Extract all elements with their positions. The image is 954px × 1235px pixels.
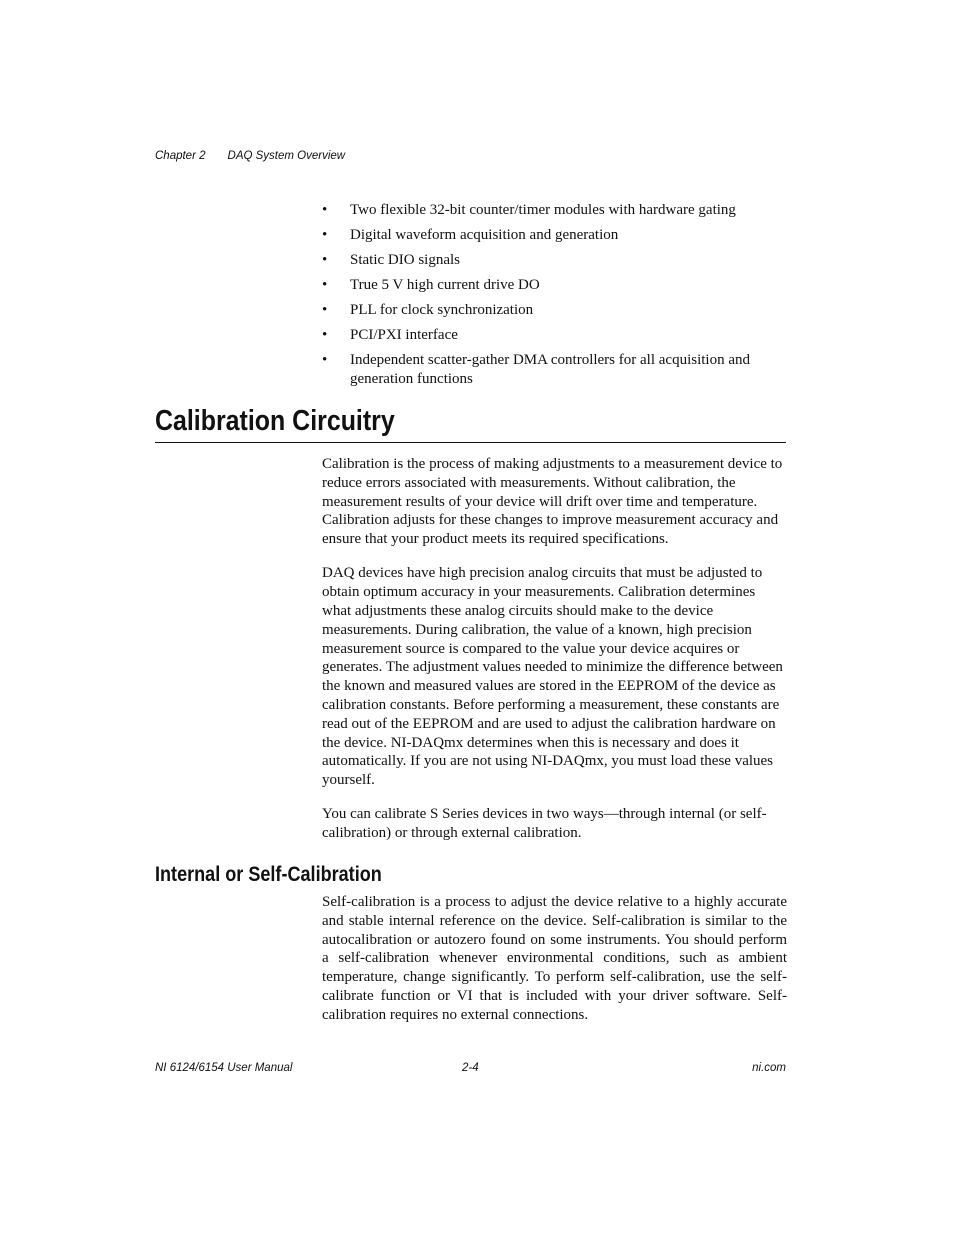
- feature-list: [322, 201, 792, 395]
- page-number: 2-4: [462, 1062, 479, 1074]
- bullet-icon: •: [322, 276, 328, 293]
- bullet-icon: •: [322, 301, 328, 318]
- bullet-icon: •: [322, 251, 328, 268]
- paragraph: DAQ devices have high precision analog circuits that must be adjusted to obtain optimum accuracy in your measurements. Calibration determines what adjustments these analog circuits should make to the device measurements. During calibration, the value of a known, high precision measurement source is compared to the value your device acquires or generates. The adjustment values needed to minimize the difference between the known and measured values are stored in the EEPROM of the device as calibration constants. Before performing a measurement, these constants are read out of the EEPROM and are used to adjust the calibration hardware on the device. NI-DAQmx determines when this is necessary and does it automatically. If you are not using NI-DAQmx, you must load these values yourself.: [322, 565, 783, 789]
- list-item: [322, 201, 792, 220]
- bullet-icon: •: [322, 351, 328, 368]
- chapter-label: Chapter 2: [155, 150, 206, 162]
- bullet-icon: •: [322, 202, 328, 218]
- bullet-icon: •: [322, 226, 328, 243]
- running-header: [155, 150, 345, 162]
- paragraph: Calibration is the process of making adjustments to a measurement device to reduce errors associated with measurements. Without calibration, the measurement results of your device will drift over time and temperature. Calibration adjusts for these changes to improve measurement accuracy and ensure that your product meets its required specifications.: [322, 456, 783, 548]
- subsection-body: [322, 893, 787, 1040]
- list-item-text: PCI/PXI interface: [350, 326, 458, 343]
- list-item: [322, 251, 792, 270]
- list-item-text: Two flexible 32-bit counter/timer modules with hardware gating: [350, 202, 736, 218]
- list-item: [322, 326, 792, 345]
- list-item-text: Static DIO signals: [350, 251, 460, 268]
- list-item-text: True 5 V high current drive DO: [350, 276, 540, 293]
- chapter-title: DAQ System Overview: [227, 150, 346, 162]
- subsection-heading: Internal or Self-Calibration: [155, 863, 382, 886]
- footer-manual-title: NI 6124/6154 User Manual: [155, 1062, 293, 1074]
- section-heading: Calibration Circuitry: [155, 405, 395, 437]
- list-item: [322, 226, 792, 245]
- list-item-text: PLL for clock synchronization: [350, 301, 534, 318]
- section-body: [322, 455, 787, 858]
- list-item: [322, 276, 792, 295]
- list-item-text: Digital waveform acquisition and generation: [350, 226, 619, 243]
- list-item: [322, 301, 792, 320]
- heading-rule: [155, 442, 786, 443]
- paragraph: Self-calibration is a process to adjust the device relative to a highly accurate and stable internal reference on the device. Self-calibration is similar to the autocalibration or autozero found on some instruments. You should perform a self-calibration whenever environmental conditions, such as ambient temperature, change significantly. To perform self-calibration, use the self-calibrate function or VI that is included with your driver software. Self-calibration requires no external connections.: [322, 894, 787, 1023]
- footer-website: ni.com: [752, 1062, 786, 1074]
- paragraph: You can calibrate S Series devices in two ways—through internal (or self-calibration) or through external calibration.: [322, 806, 767, 842]
- list-item-text: Independent scatter-gather DMA controllers for all acquisition and generation functions: [350, 351, 750, 387]
- list-item: [322, 351, 792, 389]
- bullet-icon: •: [322, 326, 328, 343]
